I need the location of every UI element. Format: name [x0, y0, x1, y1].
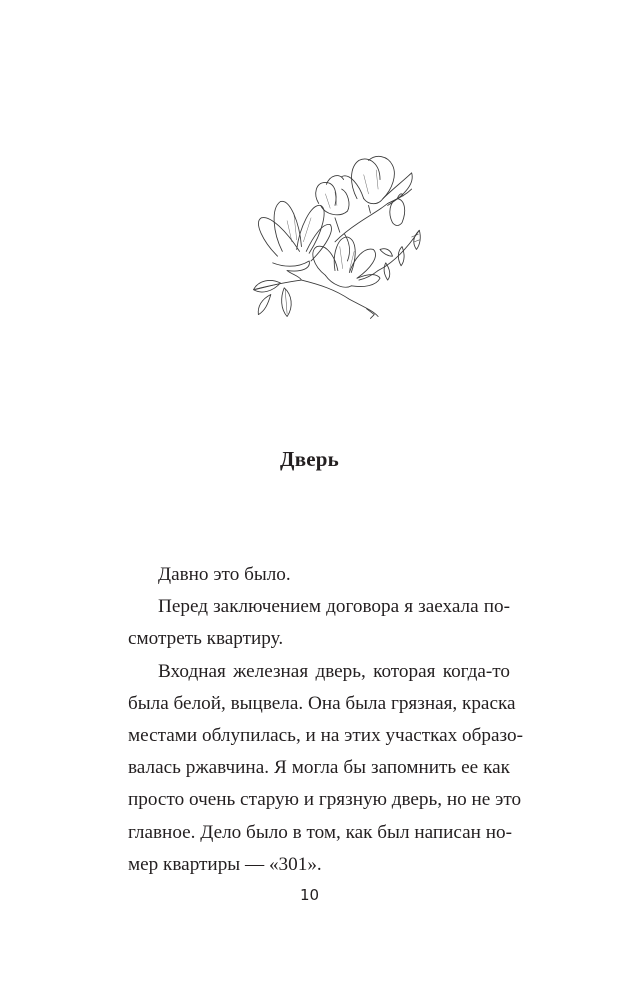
paragraph-line: валась ржавчина. Я могла бы запомнить ее как: [128, 757, 510, 779]
magnolia-branch-icon: [244, 146, 426, 328]
paragraph-line: Входная железная дверь, которая когда-то: [158, 660, 510, 682]
chapter-body: [128, 559, 523, 881]
magnolia-illustration: [244, 146, 426, 328]
paragraph-line: была белой, выцвела. Она была грязная, краска: [128, 692, 516, 714]
chapter-title: Дверь: [280, 447, 339, 471]
paragraph-line: местами облупилась, и на этих участках образо-: [128, 724, 523, 746]
paragraph-line: Перед заключением договора я заехала по-: [158, 596, 510, 618]
paragraph-line: Давно это было.: [158, 564, 291, 585]
paragraph-line: главное. Дело было в том, как был написан но-: [128, 821, 512, 843]
paragraph-line: просто очень старую и грязную дверь, но не это: [128, 789, 522, 811]
page-number: 10: [299, 886, 320, 904]
paragraph-line: мер квартиры — «301».: [128, 853, 322, 875]
paragraph-line: смотреть квартиру.: [128, 628, 284, 650]
